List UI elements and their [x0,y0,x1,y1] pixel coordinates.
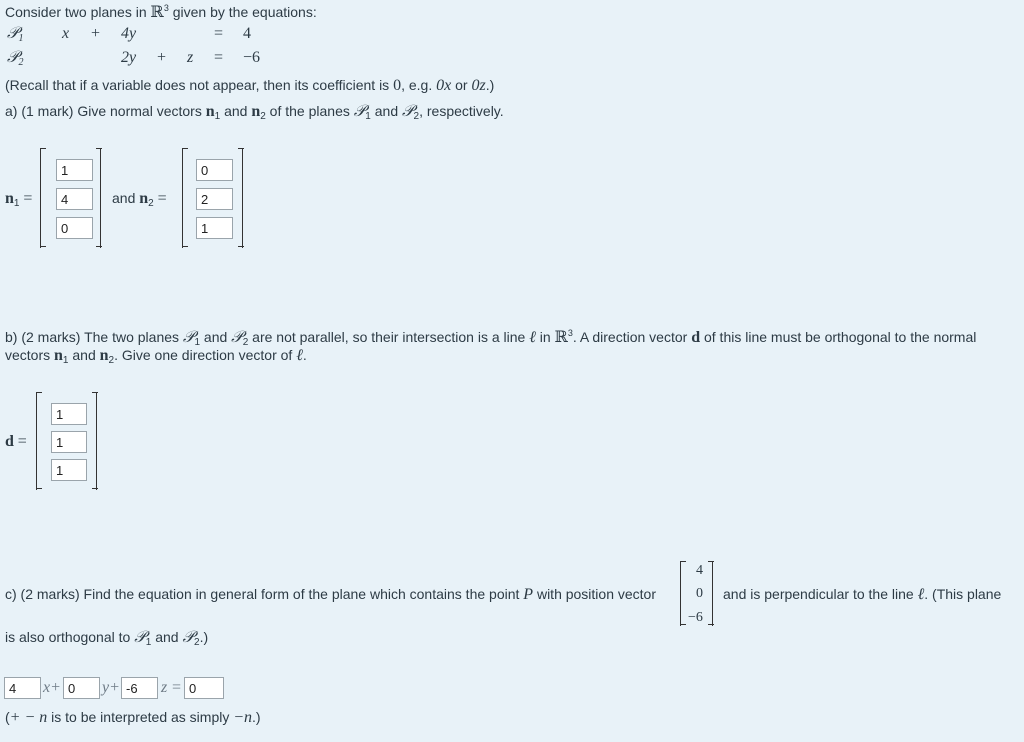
bracket-cap [238,148,244,149]
x-plus-label: x+ [43,679,61,696]
d-entry-3[interactable]: 1 [51,459,87,481]
bracket-cap [36,392,42,393]
n2-entry-3[interactable]: 1 [196,217,233,239]
recall-note: (Recall that if a variable does not appear, then its coefficient is 0, e.g. 0x or 0z.) [5,77,495,94]
eq1-equals: = [214,25,224,42]
part-c-prompt: c) (2 marks) Find the equation in general form of the plane which contains the point P with position vector [5,586,657,603]
coef-a-input[interactable]: 4 [4,677,41,699]
n1-entry-2[interactable]: 4 [56,188,93,210]
eq2-equals: = [214,49,224,66]
bracket-cap [182,148,188,149]
eq2-rhs: −6 [243,49,261,66]
bracket-cap [40,148,46,149]
position-vector-left-bracket [680,561,681,626]
bracket-cap [40,246,46,247]
reals-symbol: ℝ [150,4,164,21]
n1-label: $n_1$ = [5,190,33,209]
superscript-3: 3 [163,3,169,13]
n1-entry-3[interactable]: 0 [56,217,93,239]
n2-entry-1[interactable]: 0 [196,159,233,181]
eq2-z: z [187,49,194,66]
eq1-x: x [62,25,70,42]
interpretation-note: (+ − n is to be interpreted as simply −n.) [5,709,261,726]
eq2-2y: 2y [121,49,137,66]
bracket-cap [92,488,98,489]
intro-text-end: given by the equations: [168,4,317,20]
n2-label: and $n_2$ = [112,190,167,209]
bracket-cap [708,624,714,625]
position-vector-right-bracket [712,561,713,626]
position-vector-entry-3: −6 [688,610,703,625]
eq1-plus: + [91,25,101,42]
part-a-prompt: a) (1 mark) Give normal vectors $n_1$ and $n_2$ of the planes 𝒫$_1$ and 𝒫$_2$, respectively. [5,103,504,122]
coef-b-input[interactable]: 0 [63,677,100,699]
eq2-plus: + [157,49,167,66]
bracket-cap [96,246,102,247]
d-left-bracket [36,392,37,490]
eq1-rhs: 4 [243,25,251,42]
intro-text: Consider two planes in [5,4,151,20]
bracket-cap [36,488,42,489]
n1-left-bracket [40,148,41,248]
part-b-prompt-line2: vectors $n_1$ and $n_2$. Give one direction vector of ℓ. [5,347,307,366]
eq1-label: 𝒫$_1$ [7,25,24,44]
part-b-prompt-line1: b) (2 marks) The two planes 𝒫$_1$ and 𝒫$_2$ are not parallel, so their intersection is a line ℓ in ℝ$^3$. A direction vector d of this line must be orthogonal to the normal [5,328,977,348]
eq2-label: 𝒫$_2$ [7,49,24,68]
bracket-cap [708,561,714,562]
part-c-prompt-line2: is also orthogonal to 𝒫$_1$ and 𝒫$_2$.) [5,629,209,648]
bracket-cap [96,148,102,149]
bracket-cap [182,246,188,247]
n2-left-bracket [182,148,183,248]
rhs-input[interactable]: 0 [184,677,224,699]
n1-entry-1[interactable]: 1 [56,159,93,181]
eq1-4y: 4y [121,25,137,42]
n1-right-bracket [100,148,101,248]
part-c-prompt-cont: and is perpendicular to the line ℓ. (This plane [723,586,1002,603]
d-right-bracket [96,392,97,490]
n2-right-bracket [242,148,243,248]
position-vector-entry-1: 4 [696,563,703,578]
n2-entry-2[interactable]: 2 [196,188,233,210]
y-plus-label: y+ [102,679,120,696]
bracket-cap [680,561,686,562]
coef-c-input[interactable]: -6 [121,677,158,699]
bracket-cap [92,392,98,393]
position-vector-entry-2: 0 [696,586,703,601]
d-entry-2[interactable]: 1 [51,431,87,453]
bracket-cap [680,624,686,625]
intro-line [5,2,317,22]
d-label: d = [5,433,27,450]
equals-label: = [172,679,182,696]
d-entry-1[interactable]: 1 [51,403,87,425]
bracket-cap [238,246,244,247]
z-label: z [161,679,168,696]
